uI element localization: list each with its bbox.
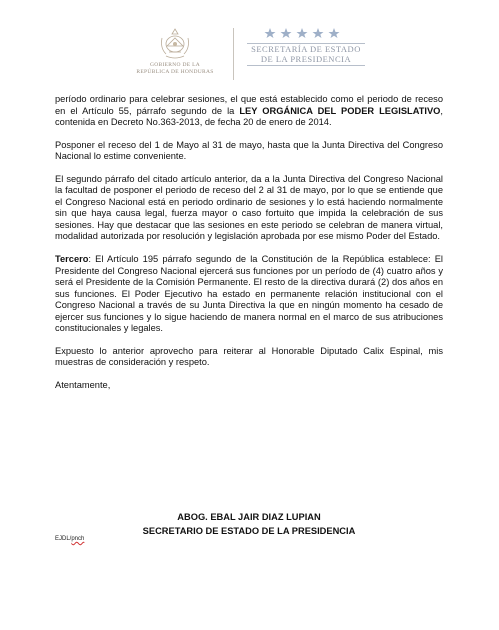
paragraph-5: Expuesto lo anterior aprovecho para reiterar al Honorable Diputado Calix Espinal, mis muestras de consideración y respeto. <box>55 345 443 368</box>
signature-block <box>55 510 443 538</box>
initials-suffix: pnch <box>71 536 85 542</box>
letterhead-divider <box>233 28 234 80</box>
letter-body <box>55 94 443 402</box>
paragraph-4 <box>55 254 443 335</box>
paragraph-1 <box>55 94 443 129</box>
secretaria-rule-bottom <box>247 65 365 66</box>
stars-icon <box>262 27 342 39</box>
secretaria-line-1: SECRETARÍA DE ESTADO <box>251 44 361 54</box>
paragraph-1-text-a: período ordinario para celebrar sesiones, el que está establecido como el periodo de receso en el Artículo 55, párrafo segundo de la <box>55 94 443 116</box>
paragraph-3: El segundo párrafo del citado artículo anterior, da a la Junta Directiva del Congreso Nacional la facultad de posponer el periodo de receso del 2 al 31 de mayo, por lo que se entiende que el Congreso Nacional está en periodo ordinario de sesiones y lo está haciendo normalmente sin que haya causa legal, fuerza mayor o caso fortuito que impida la celebración de sus sesiones. Hay que destacar que las sesiones en este periodo se celebran de manera virtual, modalidad autorizada por resolución y legislación aprobada por ese mismo Poder del Estado. <box>55 173 443 242</box>
signer-title: SECRETARIO DE ESTADO DE LA PRESIDENCIA <box>142 526 356 536</box>
law-name: LEY ORGÁNICA DEL PODER LEGISLATIVO <box>239 105 441 116</box>
honduras-coat-of-arms-icon <box>154 26 196 62</box>
reference-initials <box>55 536 84 542</box>
government-line-2: REPÚBLICA DE HONDURAS <box>136 68 214 75</box>
signer-name: ABOG. EBAL JAIR DIAZ LUPIAN <box>177 512 321 522</box>
letterhead <box>0 24 499 86</box>
secretaria-name <box>246 42 366 67</box>
paragraph-4-text: : El Artículo 195 párrafo segundo de la Constitución de la República establece: El Presidente del Congreso Nacional ejercerá sus funciones por un período de (4) cuatro años y será el Presidente de la Comisión Permanente. El resto de la directiva durará (2) dos años en sus funciones. El Poder Ejecutivo ha estado en permanente relación institucional con el Congreso Nacional a través de su Junta Directiva la que en ningún momento ha cesado de ejercer sus funciones y lo sigue haciendo de manera normal en el marco de sus atribuciones constitucionales y legales. <box>55 254 443 334</box>
government-name <box>120 62 230 75</box>
paragraph-4-heading: Tercero <box>55 254 89 265</box>
paragraph-1-text-b: , contenida en Decreto No.363-2013, de fecha 20 de enero de 2014. <box>55 105 444 128</box>
government-line-1: GOBIERNO DE LA <box>149 62 201 68</box>
paragraph-2: Posponer el receso del 1 de Mayo al 31 de mayo, hasta que la Junta Directiva del Congreso Nacional lo estime conveniente. <box>55 139 443 162</box>
initials-prefix: EJDL/ <box>55 536 72 542</box>
secretaria-line-2: DE LA PRESIDENCIA <box>260 53 352 64</box>
closing: Atentamente, <box>55 379 111 390</box>
